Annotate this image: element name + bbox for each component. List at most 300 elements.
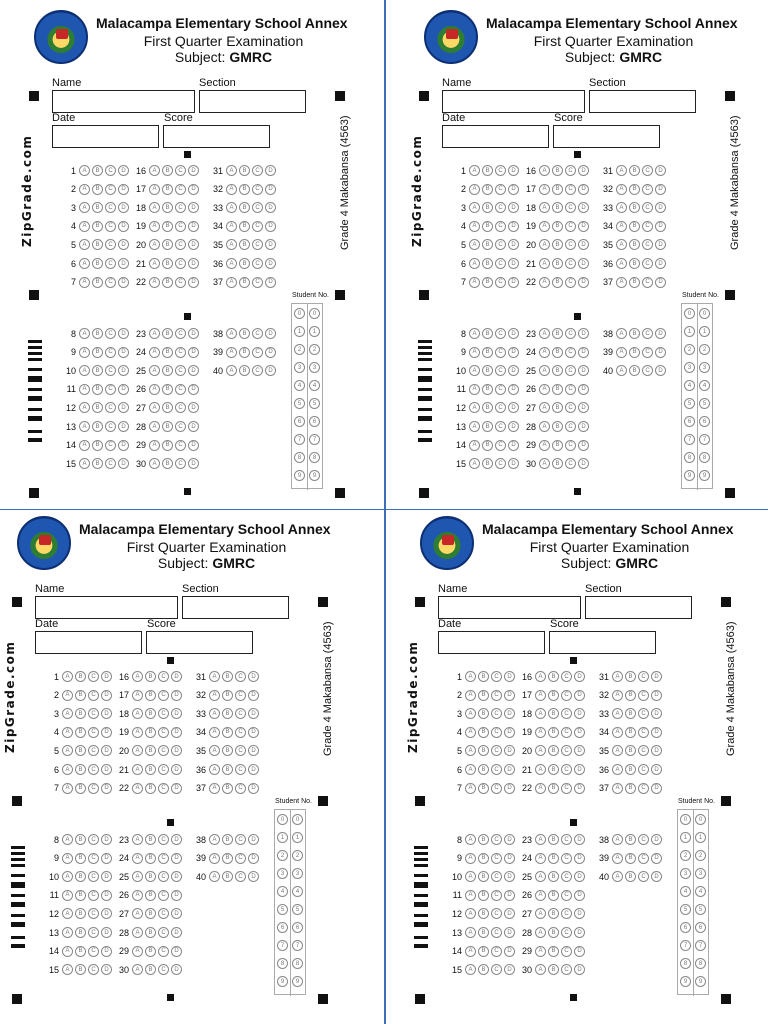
answer-bubble-a[interactable]: A [132,946,143,957]
answer-bubble-d[interactable]: D [574,764,585,775]
answer-bubble-a[interactable]: A [616,202,627,213]
answer-bubble-c[interactable]: C [105,458,116,469]
answer-bubble-b[interactable]: B [145,690,156,701]
answer-bubble-b[interactable]: B [239,184,250,195]
student-digit-bubble[interactable]: 4 [695,886,706,897]
answer-bubble-c[interactable]: C [495,221,506,232]
answer-bubble-d[interactable]: D [504,783,515,794]
answer-bubble-d[interactable]: D [248,783,259,794]
answer-bubble-d[interactable]: D [655,258,666,269]
answer-bubble-a[interactable]: A [612,853,623,864]
answer-bubble-c[interactable]: C [565,402,576,413]
answer-bubble-c[interactable]: C [491,671,502,682]
answer-bubble-c[interactable]: C [642,347,653,358]
answer-bubble-d[interactable]: D [574,783,585,794]
student-digit-bubble[interactable]: 7 [680,940,691,951]
answer-bubble-d[interactable]: D [171,745,182,756]
answer-bubble-b[interactable]: B [145,727,156,738]
answer-bubble-a[interactable]: A [539,165,550,176]
answer-bubble-a[interactable]: A [469,402,480,413]
date-field[interactable] [52,125,159,148]
student-digit-bubble[interactable]: 7 [292,940,303,951]
answer-bubble-b[interactable]: B [75,853,86,864]
answer-bubble-d[interactable]: D [118,440,129,451]
answer-bubble-d[interactable]: D [578,421,589,432]
answer-bubble-d[interactable]: D [118,202,129,213]
answer-bubble-b[interactable]: B [552,328,563,339]
answer-bubble-a[interactable]: A [62,834,73,845]
answer-bubble-c[interactable]: C [252,365,263,376]
name-field[interactable] [438,596,581,619]
student-digit-bubble[interactable]: 1 [699,326,710,337]
answer-bubble-a[interactable]: A [539,277,550,288]
answer-bubble-c[interactable]: C [235,764,246,775]
answer-bubble-d[interactable]: D [101,708,112,719]
answer-bubble-d[interactable]: D [188,402,199,413]
answer-bubble-c[interactable]: C [642,328,653,339]
answer-bubble-a[interactable]: A [465,890,476,901]
answer-bubble-b[interactable]: B [548,690,559,701]
answer-bubble-a[interactable]: A [535,946,546,957]
answer-bubble-d[interactable]: D [101,745,112,756]
answer-bubble-c[interactable]: C [495,328,506,339]
answer-bubble-b[interactable]: B [625,690,636,701]
answer-bubble-a[interactable]: A [539,202,550,213]
answer-bubble-a[interactable]: A [132,853,143,864]
answer-bubble-d[interactable]: D [578,239,589,250]
answer-bubble-a[interactable]: A [539,365,550,376]
answer-bubble-c[interactable]: C [158,764,169,775]
answer-bubble-d[interactable]: D [101,908,112,919]
answer-bubble-c[interactable]: C [638,745,649,756]
answer-bubble-d[interactable]: D [504,690,515,701]
student-digit-bubble[interactable]: 6 [699,416,710,427]
answer-bubble-a[interactable]: A [62,745,73,756]
answer-bubble-c[interactable]: C [175,221,186,232]
answer-bubble-b[interactable]: B [629,277,640,288]
answer-bubble-b[interactable]: B [239,365,250,376]
answer-bubble-c[interactable]: C [88,783,99,794]
answer-bubble-d[interactable]: D [508,384,519,395]
answer-bubble-b[interactable]: B [92,458,103,469]
answer-bubble-a[interactable]: A [465,908,476,919]
answer-bubble-c[interactable]: C [88,764,99,775]
answer-bubble-b[interactable]: B [548,908,559,919]
student-digit-bubble[interactable]: 5 [680,904,691,915]
answer-bubble-a[interactable]: A [465,946,476,957]
answer-bubble-c[interactable]: C [88,946,99,957]
answer-bubble-b[interactable]: B [629,328,640,339]
answer-bubble-a[interactable]: A [149,239,160,250]
answer-bubble-c[interactable]: C [565,421,576,432]
answer-bubble-b[interactable]: B [552,347,563,358]
answer-bubble-d[interactable]: D [188,328,199,339]
answer-bubble-a[interactable]: A [62,908,73,919]
answer-bubble-b[interactable]: B [478,946,489,957]
answer-bubble-c[interactable]: C [495,365,506,376]
student-digit-bubble[interactable]: 6 [684,416,695,427]
name-field[interactable] [52,90,195,113]
answer-bubble-c[interactable]: C [561,890,572,901]
answer-bubble-c[interactable]: C [491,964,502,975]
answer-bubble-d[interactable]: D [101,871,112,882]
answer-bubble-c[interactable]: C [565,202,576,213]
answer-bubble-c[interactable]: C [235,745,246,756]
answer-bubble-d[interactable]: D [101,890,112,901]
answer-bubble-c[interactable]: C [175,239,186,250]
answer-bubble-a[interactable]: A [79,458,90,469]
answer-bubble-c[interactable]: C [175,440,186,451]
answer-bubble-b[interactable]: B [75,834,86,845]
answer-bubble-c[interactable]: C [565,239,576,250]
student-digit-bubble[interactable]: 2 [699,344,710,355]
answer-bubble-a[interactable]: A [209,783,220,794]
answer-bubble-d[interactable]: D [171,927,182,938]
answer-bubble-c[interactable]: C [642,258,653,269]
answer-bubble-c[interactable]: C [491,890,502,901]
answer-bubble-d[interactable]: D [171,764,182,775]
answer-bubble-d[interactable]: D [655,328,666,339]
answer-bubble-a[interactable]: A [535,727,546,738]
answer-bubble-d[interactable]: D [188,440,199,451]
answer-bubble-c[interactable]: C [638,783,649,794]
answer-bubble-a[interactable]: A [469,440,480,451]
answer-bubble-b[interactable]: B [625,764,636,775]
student-digit-bubble[interactable]: 2 [309,344,320,355]
answer-bubble-b[interactable]: B [162,365,173,376]
answer-bubble-c[interactable]: C [642,202,653,213]
student-digit-bubble[interactable]: 8 [292,958,303,969]
answer-bubble-c[interactable]: C [105,221,116,232]
answer-bubble-b[interactable]: B [92,258,103,269]
answer-bubble-c[interactable]: C [638,727,649,738]
answer-bubble-c[interactable]: C [252,277,263,288]
answer-bubble-b[interactable]: B [482,165,493,176]
answer-bubble-b[interactable]: B [548,834,559,845]
answer-bubble-d[interactable]: D [248,727,259,738]
answer-bubble-c[interactable]: C [491,708,502,719]
answer-bubble-d[interactable]: D [265,165,276,176]
student-digit-bubble[interactable]: 5 [277,904,288,915]
answer-bubble-b[interactable]: B [239,277,250,288]
answer-bubble-d[interactable]: D [508,365,519,376]
answer-bubble-b[interactable]: B [482,384,493,395]
answer-bubble-c[interactable]: C [88,964,99,975]
answer-bubble-c[interactable]: C [561,927,572,938]
answer-bubble-c[interactable]: C [565,365,576,376]
answer-bubble-a[interactable]: A [149,458,160,469]
student-digit-bubble[interactable]: 1 [277,832,288,843]
answer-bubble-d[interactable]: D [574,834,585,845]
answer-bubble-a[interactable]: A [612,671,623,682]
student-digit-bubble[interactable]: 8 [684,452,695,463]
student-digit-bubble[interactable]: 3 [277,868,288,879]
answer-bubble-a[interactable]: A [149,440,160,451]
student-digit-bubble[interactable]: 3 [294,362,305,373]
answer-bubble-b[interactable]: B [478,690,489,701]
answer-bubble-d[interactable]: D [504,890,515,901]
answer-bubble-b[interactable]: B [222,708,233,719]
answer-bubble-a[interactable]: A [132,834,143,845]
answer-bubble-a[interactable]: A [535,708,546,719]
answer-bubble-a[interactable]: A [149,258,160,269]
answer-bubble-c[interactable]: C [175,328,186,339]
answer-bubble-c[interactable]: C [495,421,506,432]
answer-bubble-c[interactable]: C [105,328,116,339]
answer-bubble-c[interactable]: C [88,727,99,738]
answer-bubble-d[interactable]: D [508,328,519,339]
answer-bubble-d[interactable]: D [504,745,515,756]
answer-bubble-d[interactable]: D [655,239,666,250]
answer-bubble-d[interactable]: D [101,727,112,738]
answer-bubble-a[interactable]: A [62,708,73,719]
answer-bubble-a[interactable]: A [616,221,627,232]
answer-bubble-c[interactable]: C [235,708,246,719]
answer-bubble-c[interactable]: C [495,165,506,176]
answer-bubble-b[interactable]: B [92,384,103,395]
answer-bubble-d[interactable]: D [118,384,129,395]
answer-bubble-a[interactable]: A [62,853,73,864]
answer-bubble-b[interactable]: B [75,671,86,682]
answer-bubble-d[interactable]: D [504,871,515,882]
answer-bubble-a[interactable]: A [612,871,623,882]
answer-bubble-c[interactable]: C [158,871,169,882]
student-digit-bubble[interactable]: 3 [309,362,320,373]
answer-bubble-a[interactable]: A [465,964,476,975]
student-digit-bubble[interactable]: 0 [695,814,706,825]
answer-bubble-c[interactable]: C [105,184,116,195]
answer-bubble-b[interactable]: B [482,221,493,232]
answer-bubble-c[interactable]: C [88,834,99,845]
answer-bubble-d[interactable]: D [655,202,666,213]
student-digit-bubble[interactable]: 6 [294,416,305,427]
answer-bubble-c[interactable]: C [495,384,506,395]
student-digit-bubble[interactable]: 6 [695,922,706,933]
answer-bubble-b[interactable]: B [478,908,489,919]
answer-bubble-a[interactable]: A [465,727,476,738]
answer-bubble-b[interactable]: B [145,927,156,938]
answer-bubble-d[interactable]: D [508,221,519,232]
answer-bubble-c[interactable]: C [105,384,116,395]
answer-bubble-b[interactable]: B [629,184,640,195]
answer-bubble-d[interactable]: D [651,871,662,882]
answer-bubble-b[interactable]: B [552,202,563,213]
answer-bubble-c[interactable]: C [495,258,506,269]
answer-bubble-b[interactable]: B [222,783,233,794]
answer-bubble-c[interactable]: C [565,384,576,395]
student-digit-bubble[interactable]: 0 [680,814,691,825]
answer-bubble-a[interactable]: A [62,671,73,682]
answer-bubble-a[interactable]: A [465,927,476,938]
answer-bubble-b[interactable]: B [239,347,250,358]
student-digit-bubble[interactable]: 3 [292,868,303,879]
answer-bubble-a[interactable]: A [465,671,476,682]
answer-bubble-b[interactable]: B [92,277,103,288]
answer-bubble-c[interactable]: C [642,277,653,288]
section-field[interactable] [199,90,306,113]
answer-bubble-c[interactable]: C [175,184,186,195]
answer-bubble-a[interactable]: A [149,202,160,213]
answer-bubble-d[interactable]: D [574,927,585,938]
answer-bubble-c[interactable]: C [158,690,169,701]
answer-bubble-d[interactable]: D [574,946,585,957]
answer-bubble-a[interactable]: A [79,277,90,288]
answer-bubble-d[interactable]: D [188,239,199,250]
answer-bubble-b[interactable]: B [145,871,156,882]
answer-bubble-d[interactable]: D [574,853,585,864]
answer-bubble-c[interactable]: C [158,853,169,864]
answer-bubble-d[interactable]: D [574,745,585,756]
answer-bubble-c[interactable]: C [495,440,506,451]
answer-bubble-b[interactable]: B [162,347,173,358]
answer-bubble-a[interactable]: A [62,690,73,701]
student-digit-bubble[interactable]: 4 [699,380,710,391]
answer-bubble-d[interactable]: D [508,277,519,288]
answer-bubble-d[interactable]: D [655,221,666,232]
answer-bubble-a[interactable]: A [149,365,160,376]
answer-bubble-b[interactable]: B [75,727,86,738]
answer-bubble-d[interactable]: D [578,384,589,395]
answer-bubble-d[interactable]: D [578,202,589,213]
answer-bubble-a[interactable]: A [149,421,160,432]
answer-bubble-c[interactable]: C [491,908,502,919]
answer-bubble-a[interactable]: A [539,440,550,451]
answer-bubble-a[interactable]: A [132,690,143,701]
answer-bubble-a[interactable]: A [79,384,90,395]
answer-bubble-b[interactable]: B [162,184,173,195]
answer-bubble-c[interactable]: C [561,871,572,882]
answer-bubble-b[interactable]: B [552,239,563,250]
answer-bubble-a[interactable]: A [469,365,480,376]
answer-bubble-c[interactable]: C [158,946,169,957]
answer-bubble-b[interactable]: B [162,277,173,288]
student-digit-bubble[interactable]: 9 [699,470,710,481]
answer-bubble-d[interactable]: D [118,184,129,195]
answer-bubble-d[interactable]: D [504,834,515,845]
answer-bubble-d[interactable]: D [101,964,112,975]
answer-bubble-d[interactable]: D [655,347,666,358]
answer-bubble-a[interactable]: A [465,764,476,775]
answer-bubble-a[interactable]: A [469,384,480,395]
answer-bubble-c[interactable]: C [491,727,502,738]
answer-bubble-a[interactable]: A [62,927,73,938]
answer-bubble-d[interactable]: D [655,365,666,376]
answer-bubble-c[interactable]: C [88,708,99,719]
answer-bubble-c[interactable]: C [491,783,502,794]
answer-bubble-c[interactable]: C [175,384,186,395]
answer-bubble-a[interactable]: A [539,402,550,413]
answer-bubble-c[interactable]: C [642,184,653,195]
answer-bubble-d[interactable]: D [504,764,515,775]
answer-bubble-c[interactable]: C [88,690,99,701]
answer-bubble-d[interactable]: D [578,402,589,413]
answer-bubble-a[interactable]: A [535,764,546,775]
answer-bubble-b[interactable]: B [548,890,559,901]
score-field[interactable] [146,631,253,654]
answer-bubble-b[interactable]: B [548,764,559,775]
answer-bubble-a[interactable]: A [535,834,546,845]
answer-bubble-c[interactable]: C [175,277,186,288]
student-digit-bubble[interactable]: 5 [292,904,303,915]
answer-bubble-a[interactable]: A [535,783,546,794]
answer-bubble-d[interactable]: D [578,328,589,339]
student-digit-bubble[interactable]: 4 [294,380,305,391]
answer-bubble-d[interactable]: D [171,671,182,682]
answer-bubble-d[interactable]: D [508,239,519,250]
student-digit-bubble[interactable]: 6 [277,922,288,933]
answer-bubble-a[interactable]: A [539,421,550,432]
answer-bubble-b[interactable]: B [92,328,103,339]
answer-bubble-c[interactable]: C [561,745,572,756]
answer-bubble-a[interactable]: A [469,277,480,288]
answer-bubble-a[interactable]: A [62,764,73,775]
answer-bubble-b[interactable]: B [478,871,489,882]
answer-bubble-d[interactable]: D [265,184,276,195]
answer-bubble-c[interactable]: C [235,834,246,845]
answer-bubble-a[interactable]: A [226,328,237,339]
answer-bubble-b[interactable]: B [552,258,563,269]
answer-bubble-c[interactable]: C [252,239,263,250]
answer-bubble-a[interactable]: A [132,727,143,738]
answer-bubble-a[interactable]: A [132,890,143,901]
answer-bubble-c[interactable]: C [175,402,186,413]
answer-bubble-d[interactable]: D [265,239,276,250]
answer-bubble-a[interactable]: A [226,365,237,376]
answer-bubble-a[interactable]: A [132,783,143,794]
answer-bubble-c[interactable]: C [642,239,653,250]
answer-bubble-c[interactable]: C [491,690,502,701]
answer-bubble-a[interactable]: A [612,764,623,775]
answer-bubble-d[interactable]: D [265,347,276,358]
answer-bubble-c[interactable]: C [158,745,169,756]
answer-bubble-b[interactable]: B [478,964,489,975]
answer-bubble-a[interactable]: A [79,184,90,195]
answer-bubble-c[interactable]: C [252,347,263,358]
student-digit-bubble[interactable]: 7 [294,434,305,445]
answer-bubble-d[interactable]: D [504,946,515,957]
student-digit-bubble[interactable]: 8 [309,452,320,463]
answer-bubble-a[interactable]: A [616,239,627,250]
answer-bubble-a[interactable]: A [616,328,627,339]
answer-bubble-d[interactable]: D [265,258,276,269]
answer-bubble-a[interactable]: A [209,871,220,882]
answer-bubble-a[interactable]: A [226,258,237,269]
answer-bubble-a[interactable]: A [535,908,546,919]
answer-bubble-b[interactable]: B [552,221,563,232]
answer-bubble-b[interactable]: B [482,421,493,432]
student-digit-bubble[interactable]: 8 [277,958,288,969]
answer-bubble-c[interactable]: C [105,258,116,269]
answer-bubble-c[interactable]: C [88,927,99,938]
answer-bubble-b[interactable]: B [482,239,493,250]
answer-bubble-c[interactable]: C [175,365,186,376]
answer-bubble-b[interactable]: B [548,745,559,756]
answer-bubble-a[interactable]: A [79,221,90,232]
answer-bubble-a[interactable]: A [612,834,623,845]
score-field[interactable] [549,631,656,654]
answer-bubble-c[interactable]: C [175,347,186,358]
answer-bubble-a[interactable]: A [79,365,90,376]
answer-bubble-b[interactable]: B [552,184,563,195]
answer-bubble-d[interactable]: D [508,202,519,213]
answer-bubble-d[interactable]: D [265,365,276,376]
student-digit-bubble[interactable]: 9 [309,470,320,481]
answer-bubble-a[interactable]: A [132,745,143,756]
answer-bubble-d[interactable]: D [651,745,662,756]
answer-bubble-c[interactable]: C [175,202,186,213]
answer-bubble-c[interactable]: C [638,671,649,682]
answer-bubble-b[interactable]: B [482,440,493,451]
